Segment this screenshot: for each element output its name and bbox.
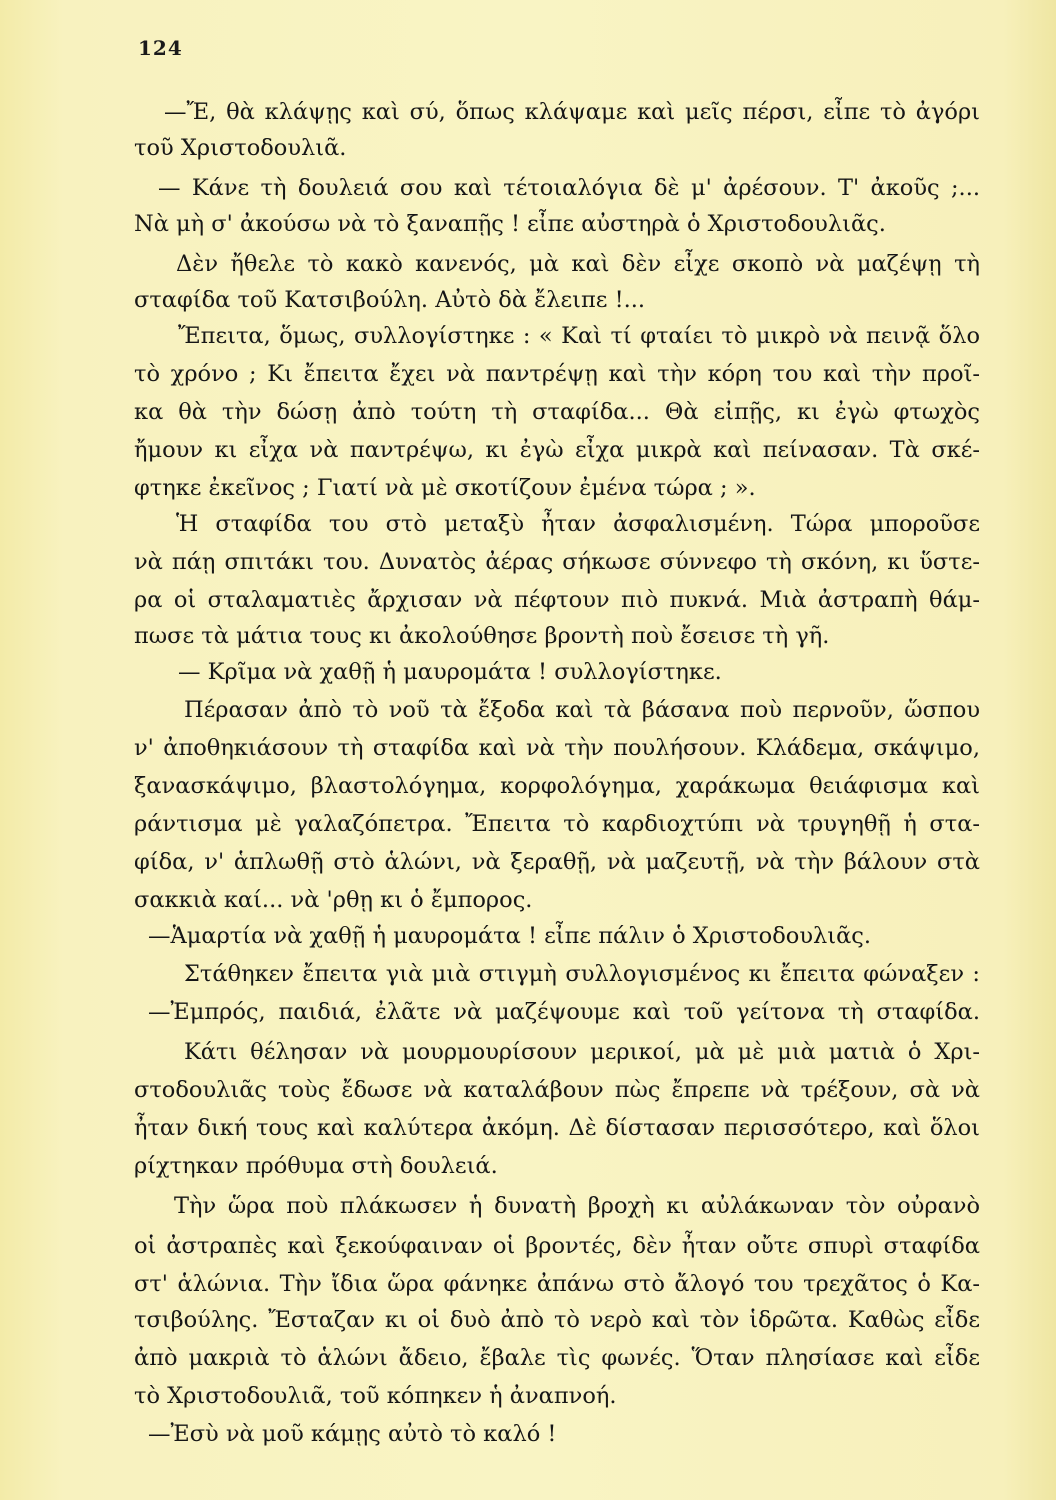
text-line: —Ἐμπρός, παιδιά, ἐλᾶτε νὰ μαζέψουμε καὶ τοῦ γείτονα τὴ σταφίδα. — [148, 999, 980, 1025]
text-line: πωσε τὰ μάτια τους κι ἀκολούθησε βροντὴ ποὺ ἔσεισε τὴ γῆ. — [134, 623, 830, 649]
page-number: 124 — [138, 36, 183, 60]
text-line: τὸ Χριστοδουλιᾶ, τοῦ κόπηκεν ἡ ἀναπνοή. — [134, 1383, 617, 1409]
text-line: κα θὰ τὴν δώσῃ ἀπὸ τούτη τὴ σταφίδα... Θὰ εἰπῇς, κι ἐγὼ φτωχὸς — [134, 399, 980, 425]
text-line: Στάθηκεν ἔπειτα γιὰ μιὰ στιγμὴ συλλογισμένος κι ἔπειτα φώναξεν : — [184, 961, 980, 987]
text-line: στοδουλιᾶς τοὺς ἔδωσε νὰ καταλάβουν πὼς ἔπρεπε νὰ τρέξουν, σὰ νὰ — [134, 1077, 980, 1103]
text-line: ξανασκάψιμο, βλαστολόγημα, κορφολόγημα, χαράκωμα θειάφισμα καὶ — [134, 773, 980, 799]
text-line: —Ἁμαρτία νὰ χαθῇ ἡ μαυρομάτα ! εἶπε πάλιν ὁ Χριστοδουλιᾶς. — [148, 923, 872, 949]
text-line: Ἡ σταφίδα του στὸ μεταξὺ ἦταν ἀσφαλισμένη. Τώρα μποροῦσε — [176, 511, 980, 537]
text-line: ἦταν δική τους καὶ καλύτερα ἀκόμη. Δὲ δίστασαν περισσότερο, καὶ ὅλοι — [134, 1115, 980, 1141]
text-line: — Κρῖμα νὰ χαθῇ ἡ μαυρομάτα ! συλλογίστηκε. — [178, 659, 722, 685]
text-line: ἀπὸ μακριὰ τὸ ἁλώνι ἄδειο, ἔβαλε τὶς φωνές. Ὅταν πλησίασε καὶ εἶδε — [134, 1345, 980, 1371]
text-line: σταφίδα τοῦ Κατσιβούλη. Αὐτὸ δὰ ἔλειπε !... — [134, 287, 646, 313]
text-line: Τὴν ὥρα ποὺ πλάκωσεν ἡ δυνατὴ βροχὴ κι αὐλάκωναν τὸν οὐρανὸ — [174, 1193, 980, 1219]
text-line: τὸ χρόνο ; Κι ἔπειτα ἔχει νὰ παντρέψῃ καὶ τὴν κόρη του καὶ τὴν προῖ- — [134, 361, 980, 387]
text-line: Δὲν ἤθελε τὸ κακὸ κανενός, μὰ καὶ δὲν εἶχε σκοπὸ νὰ μαζέψῃ τὴ — [176, 251, 980, 277]
text-line: ράντισμα μὲ γαλαζόπετρα. Ἔπειτα τὸ καρδιοχτύπι νὰ τρυγηθῇ ἡ στα- — [134, 811, 980, 837]
text-line: τσιβούλης. Ἔσταζαν κι οἱ δυὸ ἀπὸ τὸ νερὸ καὶ τὸν ἱδρῶτα. Καθὼς εἶδε — [134, 1307, 980, 1333]
text-line: ἤμουν κι εἶχα νὰ παντρέψω, κι ἐγὼ εἶχα μικρὰ καὶ πείνασαν. Τὰ σκέ- — [134, 437, 980, 463]
text-line: ρίχτηκαν πρόθυμα στὴ δουλειά. — [134, 1153, 498, 1179]
text-line: σακκιὰ καί... νὰ 'ρθῃ κι ὁ ἔμπορος. — [134, 887, 533, 913]
text-line: νὰ πάῃ σπιτάκι του. Δυνατὸς ἀέρας σήκωσε σύννεφο τὴ σκόνη, κι ὕστε- — [134, 549, 980, 575]
text-line: τοῦ Χριστοδουλιᾶ. — [134, 135, 347, 161]
text-line: Κάτι θέλησαν νὰ μουρμουρίσουν μερικοί, μὰ μὲ μιὰ ματιὰ ὁ Χρι- — [184, 1039, 980, 1065]
text-line: — Κάνε τὴ δουλειά σου καὶ τέτοιαλόγια δὲ μ' ἀρέσουν. Τ' ἀκοῦς ;... — [158, 175, 980, 201]
text-line: —Ἔ, θὰ κλάψῃς καὶ σύ, ὅπως κλάψαμε καὶ μεῖς πέρσι, εἶπε τὸ ἀγόρι — [164, 99, 980, 125]
text-line: Ἔπειτα, ὅμως, συλλογίστηκε : « Καὶ τί φταίει τὸ μικρὸ νὰ πεινᾷ ὅλο — [178, 323, 980, 349]
text-line: φίδα, ν' ἁπλωθῇ στὸ ἁλώνι, νὰ ξεραθῇ, νὰ μαζευτῇ, νὰ τὴν βάλουν στὰ — [134, 849, 980, 875]
text-line: Νὰ μὴ σ' ἀκούσω νὰ τὸ ξαναπῇς ! εἶπε αὐστηρὰ ὁ Χριστοδουλιᾶς. — [134, 211, 886, 237]
text-line: στ' ἁλώνια. Τὴν ἴδια ὥρα φάνηκε ἀπάνω στὸ ἄλογό του τρεχᾶτος ὁ Κα- — [134, 1271, 980, 1297]
text-line: οἱ ἀστραπὲς καὶ ξεκούφαιναν οἱ βροντές, δὲν ἦταν οὔτε σπυρὶ σταφίδα — [134, 1233, 980, 1259]
text-line: ν' ἀποθηκιάσουν τὴ σταφίδα καὶ νὰ τὴν πουλήσουν. Κλάδεμα, σκάψιμο, — [134, 735, 980, 761]
text-line: Πέρασαν ἀπὸ τὸ νοῦ τὰ ἔξοδα καὶ τὰ βάσανα ποὺ περνοῦν, ὥσπου — [184, 697, 980, 723]
text-line: φτηκε ἐκεῖνος ; Γιατί νὰ μὲ σκοτίζουν ἐμένα τώρα ; ». — [134, 475, 756, 501]
text-line: ρα οἱ σταλαματιὲς ἄρχισαν νὰ πέφτουν πιὸ πυκνά. Μιὰ ἀστραπὴ θάμ- — [134, 587, 980, 613]
text-line: —Ἐσὺ νὰ μοῦ κάμῃς αὐτὸ τὸ καλό ! — [148, 1421, 557, 1447]
